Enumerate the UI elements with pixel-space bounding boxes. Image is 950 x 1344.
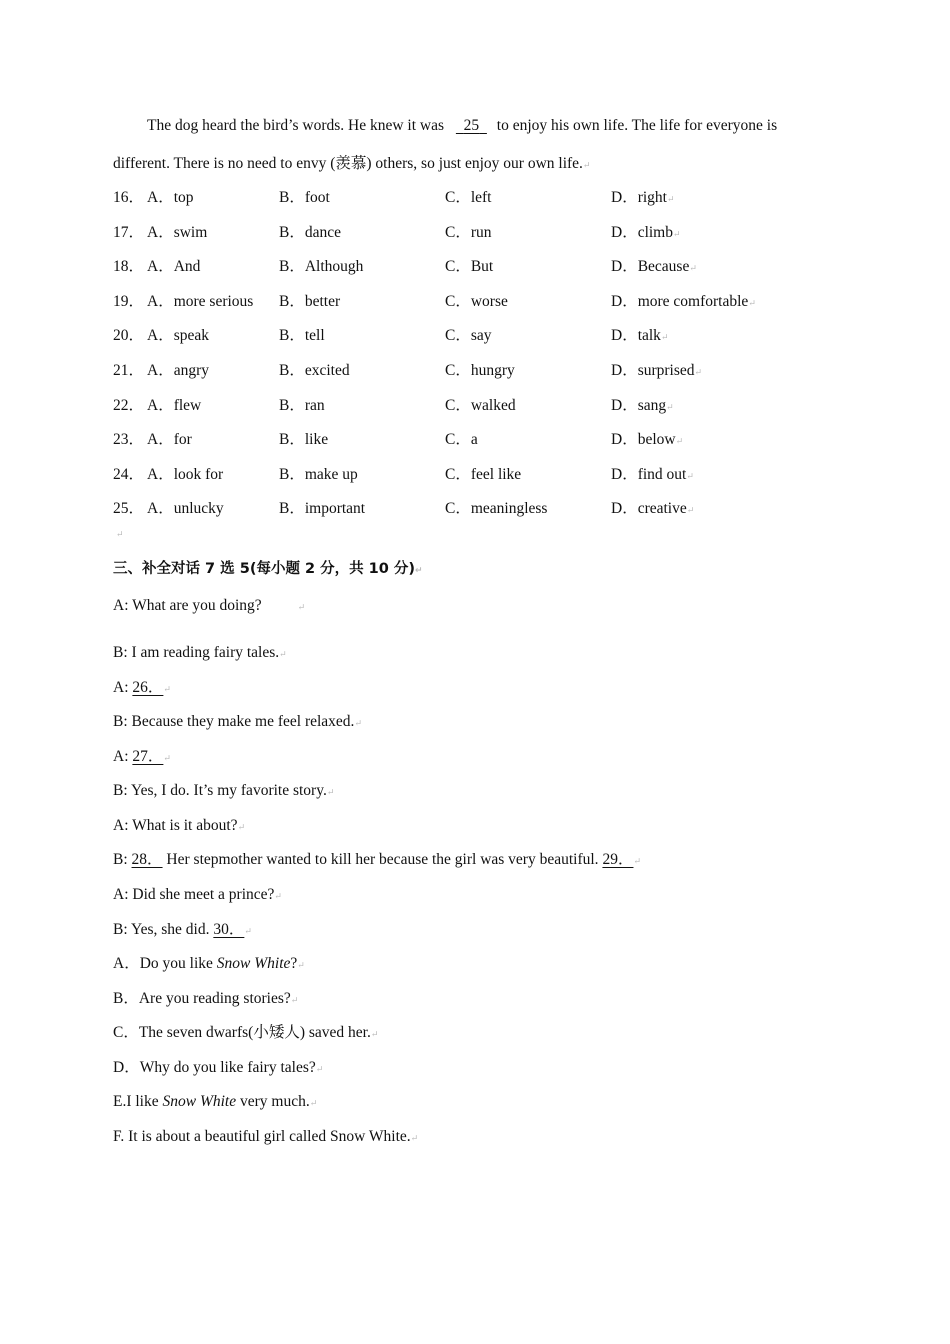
passage-line-1	[147, 116, 777, 136]
option-d: D．more comfortable↵	[611, 293, 756, 310]
option-b: B．like	[279, 431, 329, 448]
option-d: D．creative↵	[611, 500, 695, 517]
option-a: A．angry	[147, 362, 209, 379]
section-heading: 三、补全对话 7 选 5(每小题 2 分，共 10 分)↵	[113, 561, 423, 577]
blank-25: 25	[463, 117, 480, 134]
option-a: A．unlucky	[147, 500, 224, 517]
option-b: B．ran	[279, 397, 325, 414]
question-number: 19．	[113, 293, 145, 310]
dialogue-line: A: What is it about?↵	[113, 817, 246, 834]
choice-d: D．Why do you like fairy tales?↵	[113, 1059, 324, 1076]
dialogue-line: B: I am reading fairy tales.↵	[113, 644, 287, 661]
option-c: C．say	[445, 327, 492, 344]
option-b: B．better	[279, 293, 341, 310]
passage-text: to enjoy his own life. The life for everyone is	[496, 117, 778, 134]
question-number: 21．	[113, 362, 145, 379]
blank-26: 26．	[132, 679, 164, 696]
choice-a: A．Do you like Snow White?↵	[113, 955, 305, 972]
option-d: D．surprised↵	[611, 362, 703, 379]
question-number: 16．	[113, 189, 145, 206]
option-c: C．feel like	[445, 466, 522, 483]
option-d: D．find out↵	[611, 466, 694, 483]
option-c: C．a	[445, 431, 478, 448]
option-c: C．But	[445, 258, 494, 275]
dialogue-line: A: What are you doing? ↵	[113, 597, 306, 614]
option-b: B．tell	[279, 327, 325, 344]
question-number: 23．	[113, 431, 145, 448]
choice-c: C．The seven dwarfs(小矮人) saved her.↵	[113, 1024, 379, 1041]
question-number: 20．	[113, 327, 145, 344]
option-b: B．excited	[279, 362, 350, 379]
option-b: B．important	[279, 500, 366, 517]
option-d: D．sang↵	[611, 397, 674, 414]
dialogue-line: B: Yes, she did. 30．↵	[113, 921, 252, 938]
choice-b: B．Are you reading stories?↵	[113, 990, 299, 1007]
choice-e: E.I like Snow White very much.↵	[113, 1093, 318, 1110]
option-c: C．hungry	[445, 362, 515, 379]
option-b: B．Although	[279, 258, 364, 275]
option-a: A．for	[147, 431, 192, 448]
option-a: A．top	[147, 189, 194, 206]
option-a: A．flew	[147, 397, 202, 414]
dialogue-line: A: 27．↵	[113, 748, 171, 765]
passage-text: The dog heard the bird’s words. He knew it was	[147, 117, 445, 134]
option-b: B．foot	[279, 189, 330, 206]
dialogue-line: B: Yes, I do. It’s my favorite story.↵	[113, 782, 335, 799]
choice-f: F. It is about a beautiful girl called Snow White.↵	[113, 1128, 419, 1145]
question-number: 18．	[113, 258, 145, 275]
dialogue-line: B: 28． Her stepmother wanted to kill her because the girl was very beautiful. 29．↵	[113, 851, 641, 868]
option-a: A．more serious	[147, 293, 254, 310]
dialogue-line: A: 26．↵	[113, 679, 171, 696]
option-d: D．talk↵	[611, 327, 669, 344]
option-c: C．worse	[445, 293, 508, 310]
question-number: 25．	[113, 500, 145, 517]
question-number: 22．	[113, 397, 145, 414]
question-number: 24．	[113, 466, 145, 483]
passage-line-2: different. There is no need to envy (羡慕) others, so just enjoy our own life.↵	[113, 155, 591, 172]
option-a: A．speak	[147, 327, 209, 344]
option-d: D．below↵	[611, 431, 684, 448]
dialogue-line: A: Did she meet a prince?↵	[113, 886, 282, 903]
option-b: B．make up	[279, 466, 358, 483]
paragraph-mark: ↵	[116, 529, 124, 539]
option-d: D．right↵	[611, 189, 675, 206]
option-c: C．walked	[445, 397, 516, 414]
question-number: 17．	[113, 224, 145, 241]
blank-30: 30．	[213, 921, 245, 938]
blank-27: 27．	[132, 748, 164, 765]
option-d: D．Because↵	[611, 258, 697, 275]
option-d: D．climb↵	[611, 224, 681, 241]
option-a: A．look for	[147, 466, 224, 483]
blank-29: 29．	[602, 851, 634, 868]
option-c: C．run	[445, 224, 492, 241]
blank-28: 28．	[131, 851, 163, 868]
option-a: A．swim	[147, 224, 208, 241]
option-c: C．left	[445, 189, 492, 206]
dialogue-line: B: Because they make me feel relaxed.↵	[113, 713, 362, 730]
option-b: B．dance	[279, 224, 341, 241]
option-c: C．meaningless	[445, 500, 548, 517]
option-a: A．And	[147, 258, 201, 275]
